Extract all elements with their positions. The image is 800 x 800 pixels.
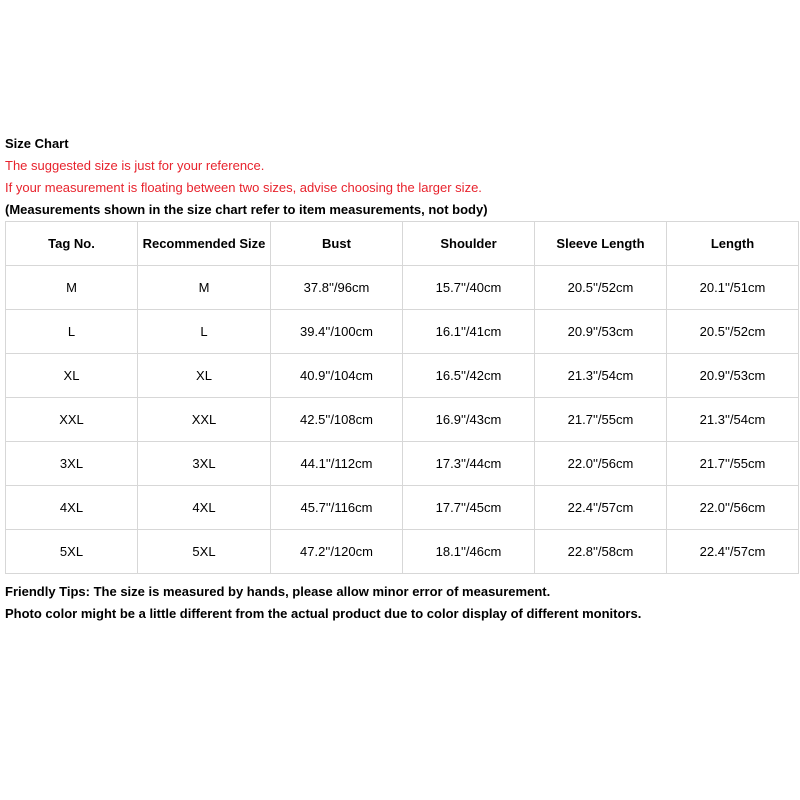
size-table (5, 221, 799, 574)
header-recommended-size: Recommended Size (138, 222, 271, 266)
cell-sleeve-length: 22.4''/57cm (535, 486, 667, 530)
cell-length: 20.9''/53cm (667, 354, 799, 398)
table-row (6, 486, 799, 530)
cell-recommended-size: L (138, 310, 271, 354)
cell-length: 21.3''/54cm (667, 398, 799, 442)
cell-recommended-size: XL (138, 354, 271, 398)
cell-tag-no: 5XL (6, 530, 138, 574)
cell-shoulder: 17.7''/45cm (403, 486, 535, 530)
measurement-note: (Measurements shown in the size chart refer to item measurements, not body) (5, 202, 488, 217)
cell-length: 22.0''/56cm (667, 486, 799, 530)
cell-shoulder: 16.5''/42cm (403, 354, 535, 398)
cell-tag-no: 3XL (6, 442, 138, 486)
cell-bust: 44.1''/112cm (271, 442, 403, 486)
size-chart-document (5, 133, 798, 625)
cell-shoulder: 15.7''/40cm (403, 266, 535, 310)
header-shoulder: Shoulder (403, 222, 535, 266)
cell-tag-no: 4XL (6, 486, 138, 530)
cell-length: 21.7''/55cm (667, 442, 799, 486)
color-disclaimer: Photo color might be a little different from the actual product due to color display of different monitors. (5, 606, 642, 621)
cell-sleeve-length: 21.7''/55cm (535, 398, 667, 442)
cell-sleeve-length: 20.9''/53cm (535, 310, 667, 354)
cell-bust: 37.8''/96cm (271, 266, 403, 310)
cell-bust: 40.9''/104cm (271, 354, 403, 398)
cell-length: 20.1''/51cm (667, 266, 799, 310)
cell-tag-no: L (6, 310, 138, 354)
header-sleeve-length: Sleeve Length (535, 222, 667, 266)
cell-tag-no: XXL (6, 398, 138, 442)
cell-recommended-size: XXL (138, 398, 271, 442)
cell-shoulder: 18.1''/46cm (403, 530, 535, 574)
cell-sleeve-length: 21.3''/54cm (535, 354, 667, 398)
cell-recommended-size: 5XL (138, 530, 271, 574)
table-row (6, 398, 799, 442)
cell-bust: 47.2''/120cm (271, 530, 403, 574)
header-tag-no: Tag No. (6, 222, 138, 266)
cell-recommended-size: 3XL (138, 442, 271, 486)
cell-recommended-size: M (138, 266, 271, 310)
cell-sleeve-length: 22.8''/58cm (535, 530, 667, 574)
reference-note: The suggested size is just for your reference. (5, 158, 265, 173)
cell-length: 22.4''/57cm (667, 530, 799, 574)
cell-tag-no: M (6, 266, 138, 310)
cell-shoulder: 16.9''/43cm (403, 398, 535, 442)
cell-recommended-size: 4XL (138, 486, 271, 530)
table-row (6, 530, 799, 574)
cell-bust: 45.7''/116cm (271, 486, 403, 530)
table-header-row (6, 222, 799, 266)
friendly-tips: Friendly Tips: The size is measured by hands, please allow minor error of measurement. (5, 584, 551, 599)
cell-shoulder: 17.3''/44cm (403, 442, 535, 486)
cell-sleeve-length: 22.0''/56cm (535, 442, 667, 486)
header-length: Length (667, 222, 799, 266)
cell-bust: 39.4''/100cm (271, 310, 403, 354)
table-row (6, 354, 799, 398)
cell-shoulder: 16.1''/41cm (403, 310, 535, 354)
cell-tag-no: XL (6, 354, 138, 398)
cell-bust: 42.5''/108cm (271, 398, 403, 442)
table-row (6, 310, 799, 354)
cell-length: 20.5''/52cm (667, 310, 799, 354)
table-row (6, 442, 799, 486)
larger-size-advice: If your measurement is floating between two sizes, advise choosing the larger size. (5, 180, 482, 195)
cell-sleeve-length: 20.5''/52cm (535, 266, 667, 310)
header-bust: Bust (271, 222, 403, 266)
table-row (6, 266, 799, 310)
size-chart-title: Size Chart (5, 136, 69, 151)
